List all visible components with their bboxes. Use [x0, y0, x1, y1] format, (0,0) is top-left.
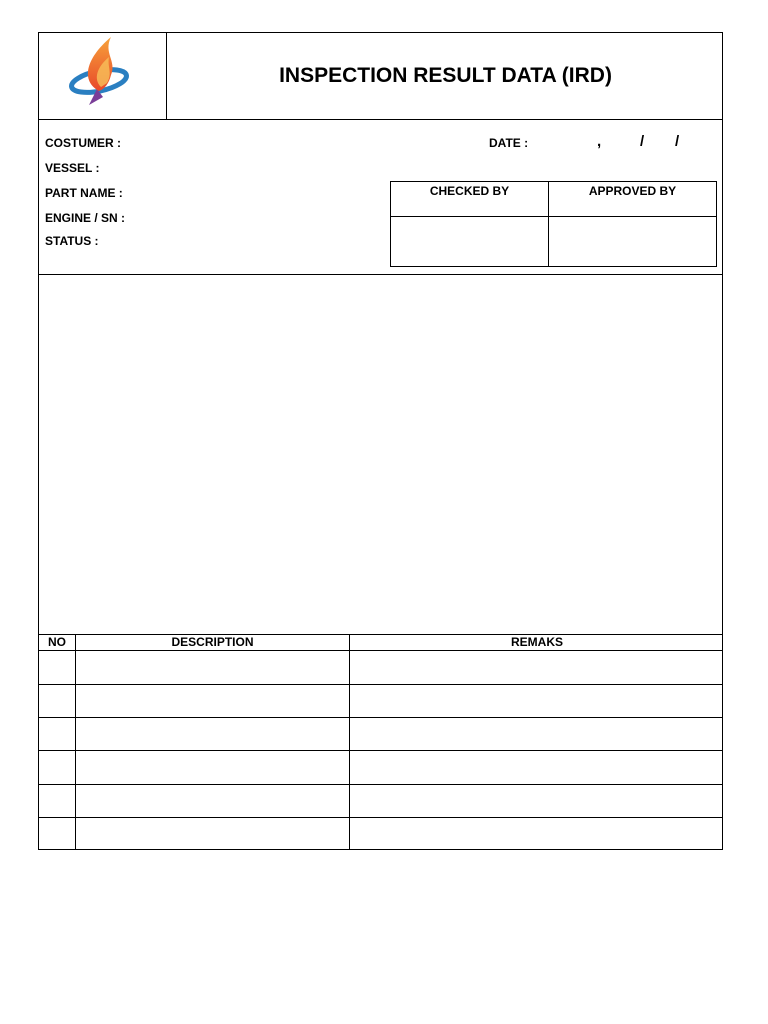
table-column-divider [75, 634, 76, 850]
page-title: INSPECTION RESULT DATA (IRD) [279, 64, 612, 87]
column-header-description: DESCRIPTION [171, 635, 254, 649]
inspection-image-area [39, 275, 722, 634]
date-separator-slash: / [640, 133, 645, 150]
table-row [39, 717, 722, 718]
header-bottom-rule [39, 119, 722, 120]
table-column-divider [349, 634, 350, 850]
status-field-label: STATUS : [45, 234, 99, 248]
table-row [39, 817, 722, 818]
flame-logo-icon [59, 35, 139, 115]
table-row [39, 684, 722, 685]
table-header-rule [39, 650, 722, 651]
vessel-field-label: VESSEL : [45, 161, 100, 175]
approved-by-header: APPROVED BY [588, 184, 677, 198]
date-field-label: DATE : [489, 136, 529, 150]
date-separator-comma: , [597, 133, 602, 150]
column-header-remarks: REMAKS [510, 635, 563, 649]
table-row [39, 784, 722, 785]
date-separator-slash: / [675, 133, 680, 150]
part-name-field-label: PART NAME : [45, 186, 123, 200]
column-header-no: NO [48, 635, 66, 649]
signoff-box [390, 181, 717, 267]
inspection-form [38, 32, 723, 850]
checked-by-header: CHECKED BY [429, 184, 510, 198]
engine-sn-field-label: ENGINE / SN : [45, 211, 126, 225]
customer-field-label: COSTUMER : [45, 136, 121, 150]
table-row [39, 750, 722, 751]
